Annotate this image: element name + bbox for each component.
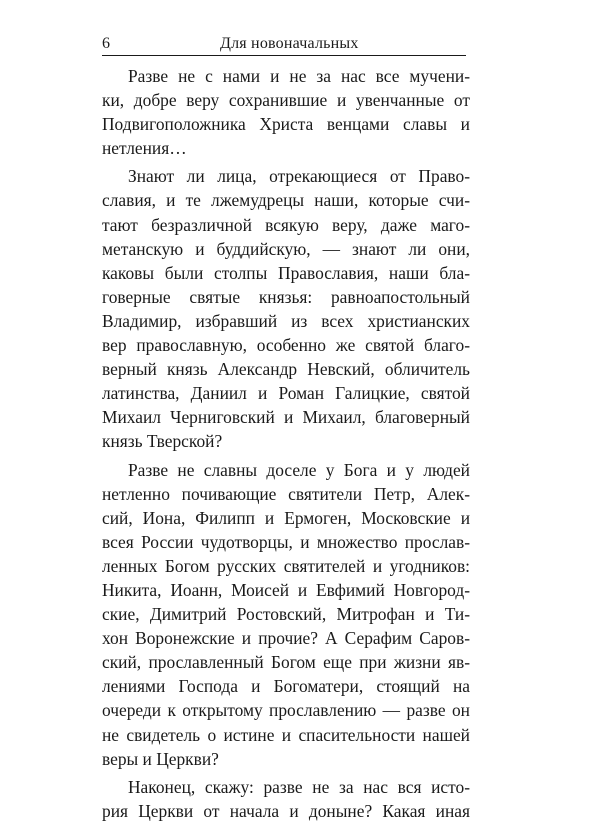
- text-line: Подвигоположника Христа венцами славы и: [102, 114, 470, 135]
- text-line: ленных Богом русских святителей и угодников:: [102, 555, 470, 576]
- page-number: 6: [102, 35, 110, 52]
- text-line: Владимир, избравший из всех христианских: [102, 310, 470, 331]
- text-line: сий, Иона, Филипп и Ермоген, Московские и: [102, 507, 470, 528]
- text-line: говерные святые князья: равноапостольный: [102, 286, 470, 307]
- header-rule: [102, 55, 466, 56]
- text-line: князь Тверской?: [102, 431, 223, 452]
- text-line: тают безразличной всякую веру, даже маго-: [102, 214, 470, 235]
- text-line: метанскую и буддийскую, — знают ли они,: [102, 238, 470, 259]
- text-line: всея России чудотворцы, и множество прослав-: [102, 531, 470, 552]
- text-line: не свидетель о истине и спасительности нашей: [102, 724, 470, 745]
- text-line: верный князь Александр Невский, обличитель: [102, 359, 470, 380]
- text-line: Никита, Иоанн, Моисей и Евфимий Новгород-: [102, 579, 470, 600]
- text-line: ки, добре веру сохранившие и увенчанные от: [102, 90, 470, 111]
- text-line: нетления…: [102, 138, 187, 159]
- text-line: рия Церкви от начала и доныне? Какая иная: [102, 800, 470, 821]
- paragraph: [102, 775, 470, 823]
- text-line: каковы были столпы Православия, наши бла-: [102, 262, 470, 283]
- running-title: Для новоначальных: [220, 35, 359, 52]
- text-line: Михаил Черниговский и Михаил, благоверный: [102, 407, 470, 428]
- text-line: веры и Церкви?: [102, 748, 219, 769]
- text-line: Разве не с нами и не за нас все мучени-: [128, 66, 470, 86]
- text-line: Знают ли лица, отрекающиеся от Право-: [128, 166, 470, 187]
- running-head: [102, 34, 466, 54]
- text-line: ский, прославленный Богом еще при жизни яв-: [102, 652, 470, 673]
- text-line: очереди к открытому прославлению — разве он: [102, 700, 470, 721]
- text-line: хон Воронежские и прочие? А Серафим Саров-: [102, 628, 470, 649]
- paragraph: [102, 458, 470, 771]
- paragraph: [102, 64, 470, 160]
- text-line: Наконец, скажу: разве не за нас вся исто-: [128, 776, 470, 797]
- text-line: ские, Димитрий Ростовский, Митрофан и Ти-: [102, 604, 470, 625]
- paragraph: [102, 164, 470, 453]
- body-text: [102, 64, 470, 827]
- text-line: Разве не славны доселе у Бога и у людей: [128, 459, 470, 480]
- text-line: славия, и те лжемудрецы наши, которые счи-: [102, 190, 470, 211]
- text-line: нетленно почивающие святители Петр, Алек-: [102, 483, 470, 504]
- text-line: латинства, Даниил и Роман Галицкие, святой: [102, 383, 470, 404]
- text-line: лениями Господа и Богоматери, стоящий на: [102, 676, 470, 697]
- text-line: вер православную, особенно же святой благо-: [102, 335, 470, 356]
